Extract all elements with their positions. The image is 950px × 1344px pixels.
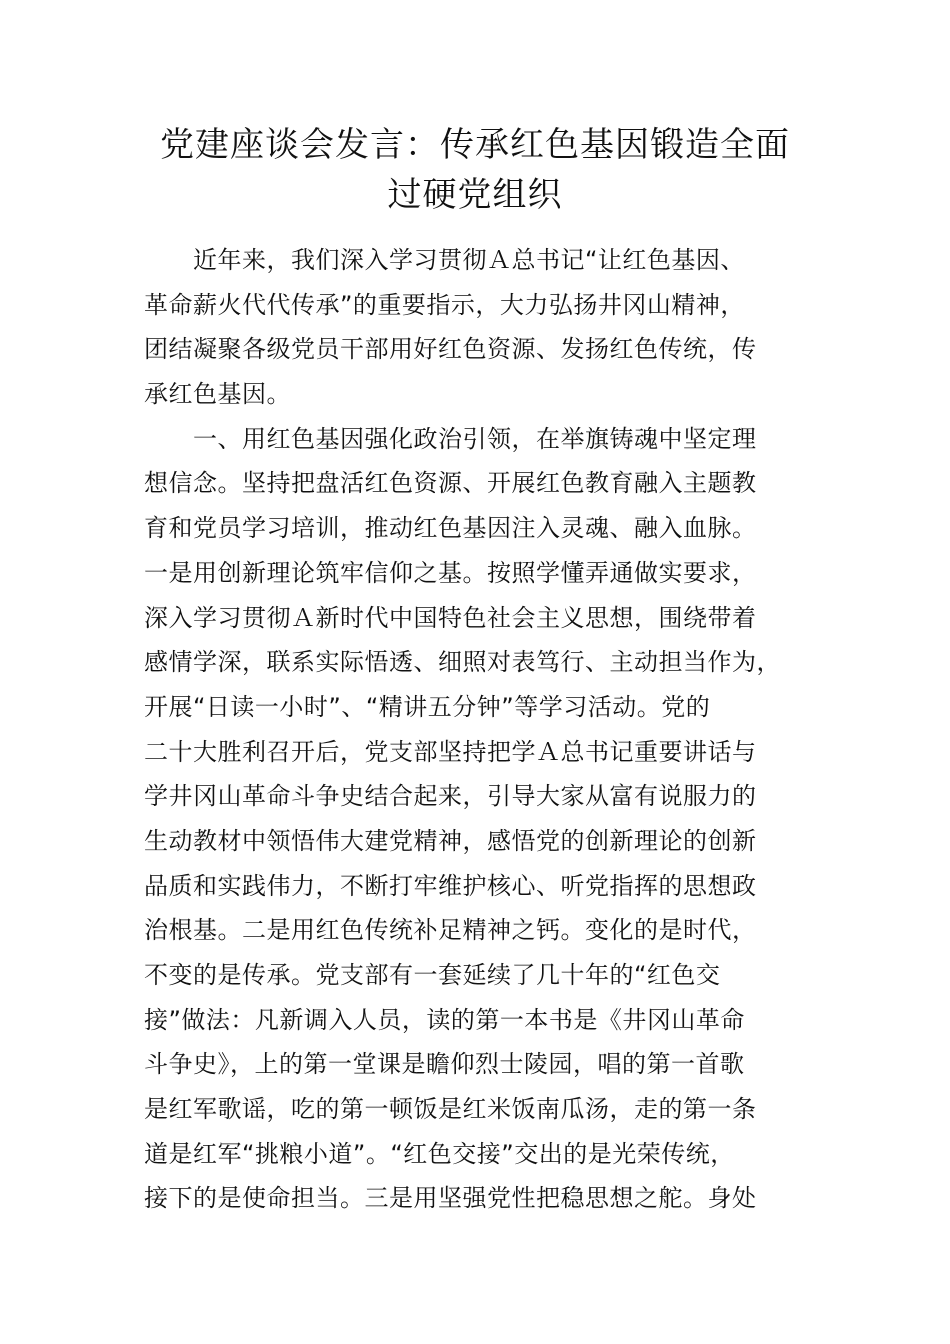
body-line: 一、用红色基因强化政治引领，在举旗铸魂中坚定理 [144,424,757,453]
body-line: 不变的是传承。党支部有一套延续了几十年的“红色交 [144,961,721,989]
body-line: 是红军歌谣，吃的第一顿饭是红米饭南瓜汤，走的第一条 [144,1095,757,1124]
body-line: 生动教材中领悟伟大建党精神，感悟党的创新理论的创新 [144,826,757,855]
body-line: 育和党员学习培训，推动红色基因注入灵魂、融入血脉。 [144,514,757,543]
body-line: 斗争史》，上的第一堂课是瞻仰烈士陵园，唱的第一首歌 [144,1050,745,1079]
body-line: 二十大胜利召开后，党支部坚持把学Ａ总书记重要讲话与 [144,737,757,766]
body-line: 想信念。坚持把盘活红色资源、开展红色教育融入主题教 [144,469,757,498]
body-line: 学井冈山革命斗争史结合起来，引导大家从富有说服力的 [144,782,757,811]
body-line: 品质和实践伟力，不断打牢维护核心、听党指挥的思想政 [144,871,757,900]
body-line: 感情学深，联系实际悟透、细照对表笃行、主动担当作为， [144,648,781,677]
body-line: 接下的是使命担当。三是用坚强党性把稳思想之舵。身处 [144,1184,757,1213]
document-title-line-1: 党建座谈会发言：传承红色基因锻造全面 [160,125,790,165]
document-title-line-2: 过硬党组织 [387,175,563,215]
body-line: 承红色基因。 [144,380,291,409]
body-line: 近年来，我们深入学习贯彻Ａ总书记“让红色基因、 [144,246,745,274]
body-line: 一是用创新理论筑牢信仰之基。按照学懂弄通做实要求， [144,558,757,587]
document-body [144,238,814,1221]
body-line: 开展“日读一小时”、“精讲五分钟”等学习活动。党的 [144,692,711,721]
body-line: 治根基。二是用红色传统补足精神之钙。变化的是时代， [144,916,757,945]
body-line: 深入学习贯彻Ａ新时代中国特色社会主义思想，围绕带着 [144,603,757,632]
body-line: 革命薪火代代传承”的重要指示，大力弘扬井冈山精神， [144,290,745,319]
body-line: 道是红军“挑粮小道”。“红色交接”交出的是光荣传统， [144,1139,735,1168]
body-line: 接”做法：凡新调入人员，读的第一本书是《井冈山革命 [144,1005,745,1034]
body-line: 团结凝聚各级党员干部用好红色资源、发扬红色传统，传 [144,335,757,364]
